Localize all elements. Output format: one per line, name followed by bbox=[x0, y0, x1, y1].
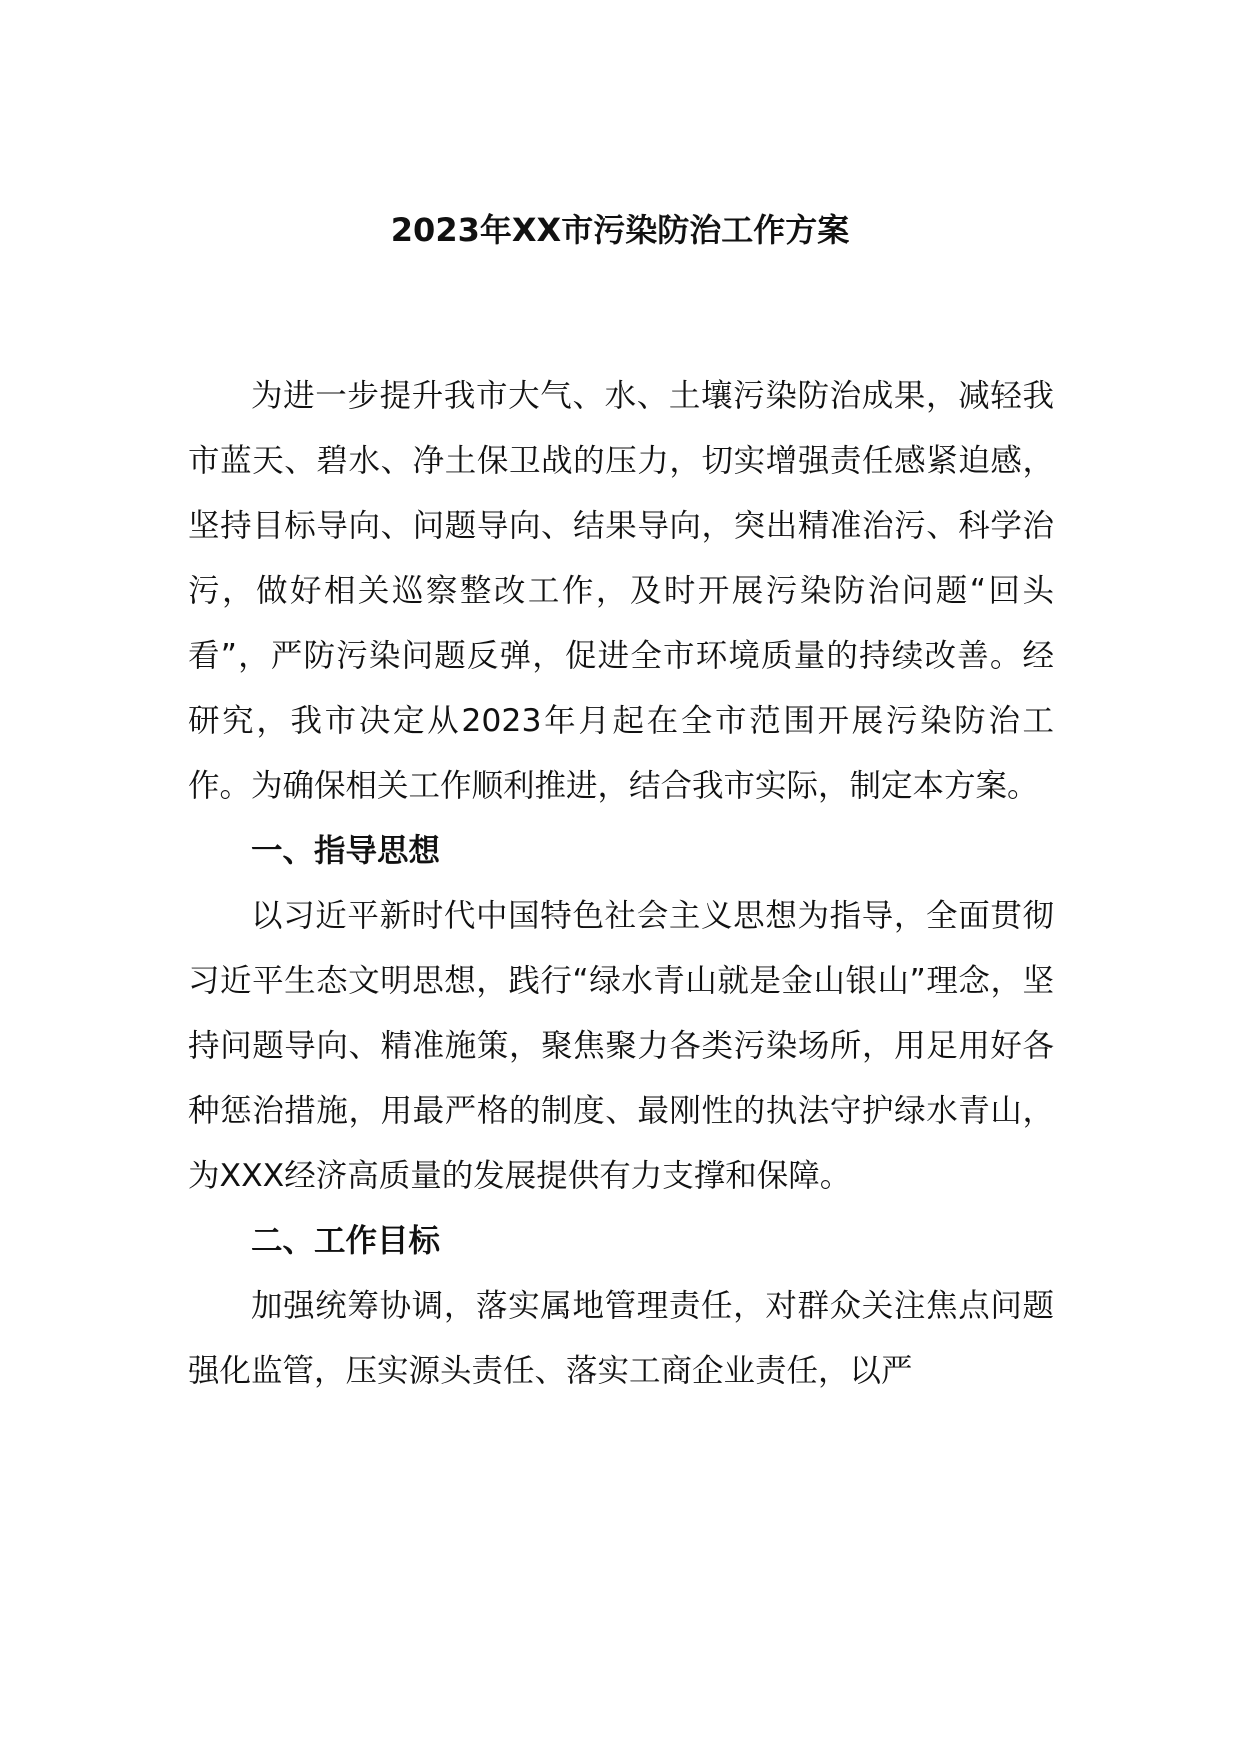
section-paragraph-guiding-ideology: 以习近平新时代中国特色社会主义思想为指导，全面贯彻习近平生态文明思想，践行“绿水青山就是金山银山”理念，坚持问题导向、精准施策，聚焦聚力各类污染场所，用足用好各种惩治措施，用最严格的制度、最刚性的执法守护绿水青山，为XXX经济高质量的发展提供有力支撑和保障。 bbox=[188, 898, 1054, 1194]
document-body bbox=[188, 364, 1054, 1404]
intro-paragraph: 为进一步提升我市大气、水、土壤污染防治成果，减轻我市蓝天、碧水、净土保卫战的压力，切实增强责任感紧迫感，坚持目标导向、问题导向、结果导向，突出精准治污、科学治污，做好相关巡察整改工作，及时开展污染防治问题“回头看”，严防污染问题反弹，促进全市环境质量的持续改善。经研究，我市决定从2023年月起在全市范围开展污染防治工作。为确保相关工作顺利推进，结合我市实际，制定本方案。 bbox=[188, 378, 1054, 804]
section-heading-guiding-ideology: 一、指导思想 bbox=[251, 833, 441, 869]
section-heading-work-goals: 二、工作目标 bbox=[251, 1223, 441, 1259]
section-paragraph-work-goals: 加强统筹协调，落实属地管理责任，对群众关注焦点问题强化监管，压实源头责任、落实工商企业责任，以严 bbox=[188, 1288, 1054, 1389]
document-title: 2023年XX市污染防治工作方案 bbox=[390, 211, 850, 249]
